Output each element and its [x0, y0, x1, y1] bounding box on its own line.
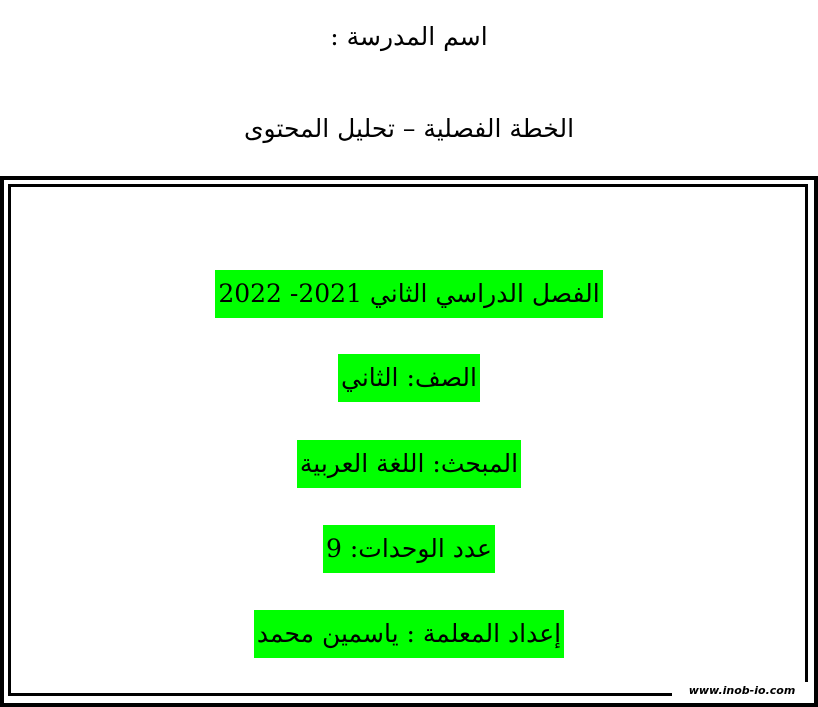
- teacher-text: إعداد المعلمة : ياسمين محمد: [254, 610, 564, 658]
- teacher-row: [0, 610, 818, 658]
- subject-row: [0, 440, 818, 488]
- units-text: عدد الوحدات: 9: [323, 525, 495, 573]
- grade-text: الصف: الثاني: [338, 354, 480, 402]
- semester-row: [0, 270, 818, 318]
- subject-text: المبحث: اللغة العربية: [297, 440, 521, 488]
- plan-title: الخطة الفصلية – تحليل المحتوى: [243, 114, 575, 143]
- school-name-line: اسم المدرسة :: [330, 22, 488, 51]
- website-watermark: www.inob-io.com: [672, 682, 812, 700]
- grade-row: [0, 354, 818, 402]
- units-row: [0, 525, 818, 573]
- semester-text: الفصل الدراسي الثاني 2021- 2022: [215, 270, 602, 318]
